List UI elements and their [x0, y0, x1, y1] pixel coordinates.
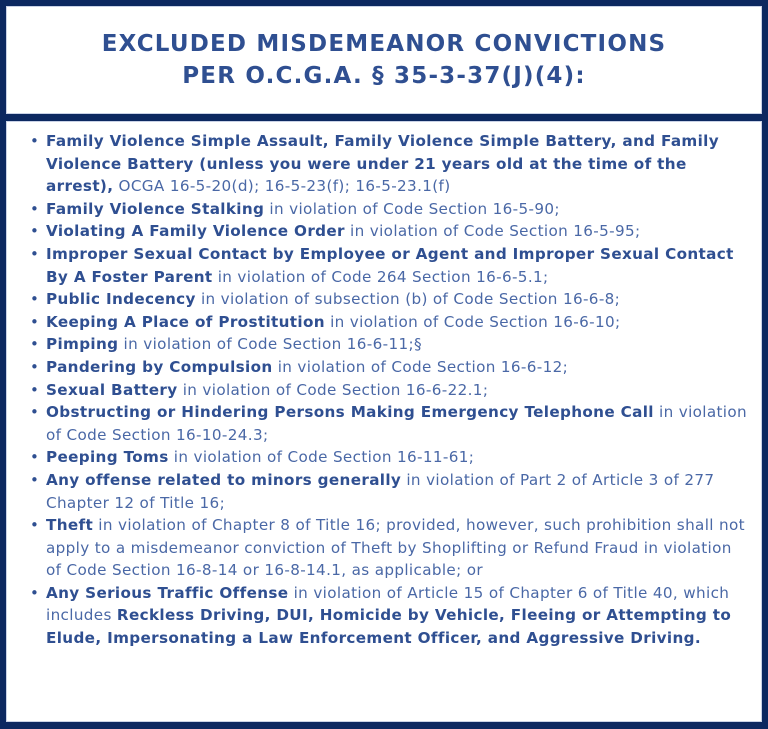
- list-item-public-indecency: [6, 288, 762, 311]
- offense-name: Public Indecency: [46, 290, 196, 309]
- list-item-violating-family-violence-order: [6, 220, 762, 243]
- bullet-icon: •: [30, 312, 40, 331]
- offense-citation: in violation of Code Section 16-6-11;§: [118, 335, 422, 354]
- offense-name: Pimping: [46, 335, 119, 354]
- offense-citation: in violation of Chapter 8 of Title 16; provided, however, such prohibition shall not apply to a misdemeanor conviction of Theft by Shoplifting or Refund Fraud in violation of Code Section 16-8-14 or 16-8-14.1, as applicable; or: [46, 516, 745, 580]
- bullet-icon: •: [30, 516, 40, 535]
- offense-citation: in violation of Code Section 16-6-22.1;: [177, 380, 489, 399]
- offense-citation: in violation of Code Section 16-6-10;: [324, 312, 621, 331]
- offense-name: Pandering by Compulsion: [46, 357, 273, 376]
- offense-citation: in violation of subsection (b) of Code Section 16-6-8;: [195, 290, 621, 309]
- included-offenses: Reckless Driving, DUI, Homicide by Vehicle, Fleeing or Attempting to Elude, Impersonating a Law Enforcement Officer, and Aggressive Driving.: [46, 606, 732, 648]
- bullet-icon: •: [30, 470, 40, 489]
- list-item-theft: [6, 514, 762, 582]
- offense-name: Peeping Toms: [46, 448, 169, 467]
- offense-name: Sexual Battery: [46, 380, 178, 399]
- offense-citation: in violation of Code 264 Section 16-6-5.1;: [212, 267, 549, 286]
- offense-name: Any offense related to minors generally: [46, 470, 402, 489]
- page-title-line-2: PER O.C.G.A. § 35-3-37(J)(4):: [182, 63, 586, 89]
- bullet-icon: •: [30, 222, 40, 241]
- bullet-icon: •: [30, 335, 40, 354]
- convictions-list-panel: [6, 121, 762, 722]
- header-panel: [6, 6, 762, 114]
- list-item-sexual-battery: [6, 379, 762, 402]
- bullet-icon: •: [30, 290, 40, 309]
- bullet-icon: •: [30, 132, 40, 150]
- list-item-family-violence-stalking: [6, 198, 762, 221]
- list-item-offense-related-to-minors: [6, 469, 762, 514]
- list-item-pandering-by-compulsion: [6, 356, 762, 379]
- bullet-icon: •: [30, 199, 40, 218]
- offense-name: Family Violence Simple Assault, Family Violence Simple Battery, and Family Violence Battery (unless you were under 21 years old at the time of the arrest),: [46, 132, 719, 196]
- list-item-pimping: [6, 333, 762, 356]
- list-item-serious-traffic-offense: [6, 582, 762, 650]
- bullet-icon: •: [30, 357, 40, 376]
- offense-name: Violating A Family Violence Order: [46, 222, 345, 241]
- bullet-icon: •: [30, 583, 40, 602]
- list-item-keeping-place-of-prostitution: [6, 311, 762, 334]
- offense-citation: OCGA 16-5-20(d); 16-5-23(f); 16-5-23.1(f): [113, 177, 451, 196]
- bullet-icon: •: [30, 380, 40, 399]
- offense-name: Family Violence Stalking: [46, 199, 265, 218]
- offense-name: Obstructing or Hindering Persons Making Emergency Telephone Call: [46, 403, 654, 422]
- offense-citation: in violation of Code Section 16-11-61;: [168, 448, 475, 467]
- offense-citation: in violation of Code Section 16-6-12;: [272, 357, 569, 376]
- offense-citation: in violation of Code Section 16-5-95;: [344, 222, 641, 241]
- offense-name: Any Serious Traffic Offense: [46, 583, 289, 602]
- offense-citation: in violation of Article 15 of Chapter 6 of Title 40, which includes: [46, 583, 730, 625]
- page-title-line-1: EXCLUDED MISDEMEANOR CONVICTIONS: [101, 31, 667, 57]
- offense-citation: in violation of Code Section 16-10-24.3;: [46, 403, 747, 444]
- list-item-peeping-toms: [6, 446, 762, 469]
- offense-citation: in violation of Code Section 16-5-90;: [264, 199, 560, 218]
- bullet-icon: •: [30, 244, 40, 263]
- list-item-improper-sexual-contact: [6, 243, 762, 288]
- bullet-icon: •: [30, 448, 40, 467]
- list-item-obstructing-emergency-call: [6, 401, 762, 446]
- excluded-convictions-list: [6, 121, 762, 650]
- offense-name: Improper Sexual Contact by Employee or Agent and Improper Sexual Contact By A Foster Parent: [46, 244, 734, 286]
- offense-citation: in violation of Part 2 of Article 3 of 277 Chapter 12 of Title 16;: [46, 470, 715, 512]
- offense-name: Keeping A Place of Prostitution: [46, 312, 325, 331]
- list-item-family-violence-assault-battery: [6, 130, 762, 198]
- bullet-icon: •: [30, 403, 40, 422]
- offense-name: Theft: [46, 516, 94, 535]
